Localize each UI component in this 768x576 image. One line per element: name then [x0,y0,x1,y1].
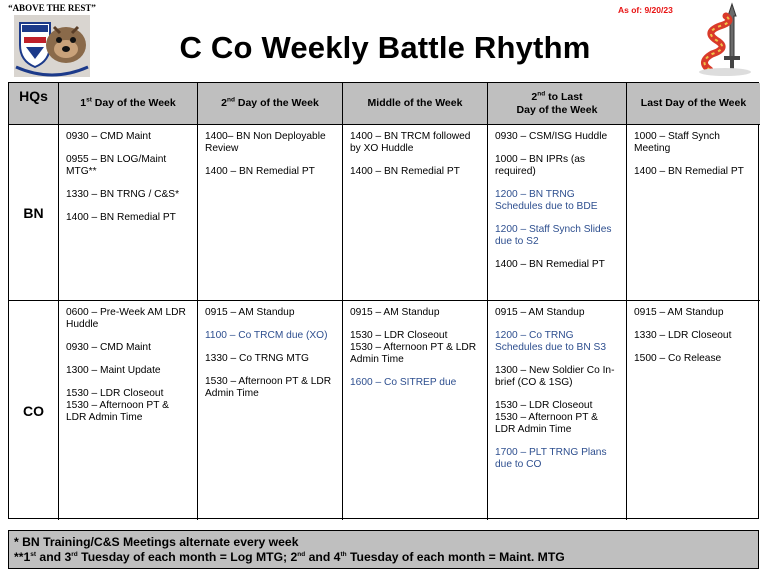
schedule-entry: 1500 – Co Release [634,353,722,365]
schedule-entry: 0915 – AM Standup [634,307,724,318]
bn-last-cell [627,125,760,301]
schedule-entry: 1100 – Co TRCM due (XO) [205,330,328,342]
schedule-entry: 1330 – Co TRNG MTG [205,353,309,365]
row-label-bn: BN [9,125,59,301]
column-header-label: 2nd to Last Day of the Week [516,90,598,116]
column-header-label: 1st Day of the Week [80,96,176,110]
column-header-label: HQs [19,88,48,104]
bulldog-crest-icon [6,3,98,81]
schedule-entry: 1530 – LDR Closeout [495,400,593,412]
schedule-entry: 1400 – BN Remedial PT [495,259,605,271]
schedule-entry: 0955 – BN LOG/Maint MTG** [66,154,167,178]
battalion-crest-logo [6,3,98,81]
column-header-label: 2nd Day of the Week [221,96,319,110]
co-last-cell [627,301,760,520]
co-middle-cell [343,301,488,520]
schedule-entry: 1400 – BN Remedial PT [66,212,176,224]
schedule-entry: 1330 – BN TRNG / C&S* [66,189,180,201]
schedule-entry: 1200 – BN TRNG Schedules due to BDE [495,189,598,213]
schedule-entry: 1330 – LDR Closeout [634,330,732,342]
schedule-entry: 1400 – BN Remedial PT [205,166,315,178]
battle-rhythm-table [8,82,759,519]
as-of-date: As of: 9/20/23 [618,5,673,15]
schedule-entry: 0930 – CMD Maint [66,131,151,142]
column-header-last [627,83,760,125]
schedule-entry: 1530 – Afternoon PT & LDR Admin Time [205,376,332,400]
schedule-entry: 1600 – Co SITREP due [350,377,457,389]
column-header-second-to-last [488,83,627,125]
column-header-day2 [198,83,343,125]
footnote-meeting-schedule: **1st and 3rd Tuesday of each month = Log MTG; 2nd and 4th Tuesday of each month = Maint. MTG [14,550,565,565]
schedule-entry: 1300 – New Soldier Co In-brief (CO & 1SG) [495,365,615,389]
co-day1-cell [59,301,198,520]
footnote-bn-training: * BN Training/C&S Meetings alternate every week [14,535,299,549]
schedule-entry: 0930 – CMD Maint [66,342,151,354]
column-header-hqs [9,83,59,125]
schedule-entry: 0915 – AM Standup [350,307,440,318]
schedule-entry: 0915 – AM Standup [495,307,585,318]
motto-text: “ABOVE THE REST” [8,3,96,13]
schedule-entry: 1530 – LDR Closeout [66,388,164,400]
schedule-entry: 1300 – Maint Update [66,365,161,377]
co-day2-cell [198,301,343,520]
schedule-entry: 1400 – BN Remedial PT [350,166,460,178]
schedule-entry: 0915 – AM Standup [205,307,295,318]
page-title: C Co Weekly Battle Rhythm [179,30,591,65]
schedule-entry: 1700 – PLT TRNG Plans due to CO [495,447,607,471]
bn-day1-cell [59,125,198,301]
schedule-entry: 1530 – LDR Closeout [350,330,448,342]
column-header-day1 [59,83,198,125]
column-header-middle [343,83,488,125]
schedule-entry: 1200 – Staff Synch Slides due to S2 [495,224,612,248]
column-header-label: Last Day of the Week [640,97,747,110]
schedule-entry: 1400 – BN TRCM followed by XO Huddle [350,131,471,155]
bn-middle-cell [343,125,488,301]
schedule-entry: 1530 – Afternoon PT & LDR Admin Time [66,400,169,424]
schedule-entry: 1200 – Co TRNG Schedules due to BN S3 [495,330,607,354]
footnotes-box [8,530,759,569]
schedule-entry: 1400 – BN Remedial PT [634,166,744,178]
schedule-entry: 1400– BN Non Deployable Review [205,131,326,155]
row-label-co: CO [9,301,59,520]
schedule-entry: 0600 – Pre-Week AM LDR Huddle [66,307,186,331]
schedule-entry: 0930 – CSM/ISG Huddle [495,131,608,142]
schedule-entry: 1000 – BN IPRs (as required) [495,154,586,178]
bn-day2-cell [198,125,343,301]
bn-second-to-last-cell [488,125,627,301]
schedule-entry: 1530 – Afternoon PT & LDR Admin Time [350,342,477,366]
schedule-entry: 1000 – Staff Synch Meeting [634,131,720,155]
schedule-entry: 1530 – Afternoon PT & LDR Admin Time [495,412,598,436]
co-second-to-last-cell [488,301,627,520]
snake-sword-logo [690,2,760,78]
snake-sword-icon [690,2,760,78]
column-header-label: Middle of the Week [367,97,463,110]
